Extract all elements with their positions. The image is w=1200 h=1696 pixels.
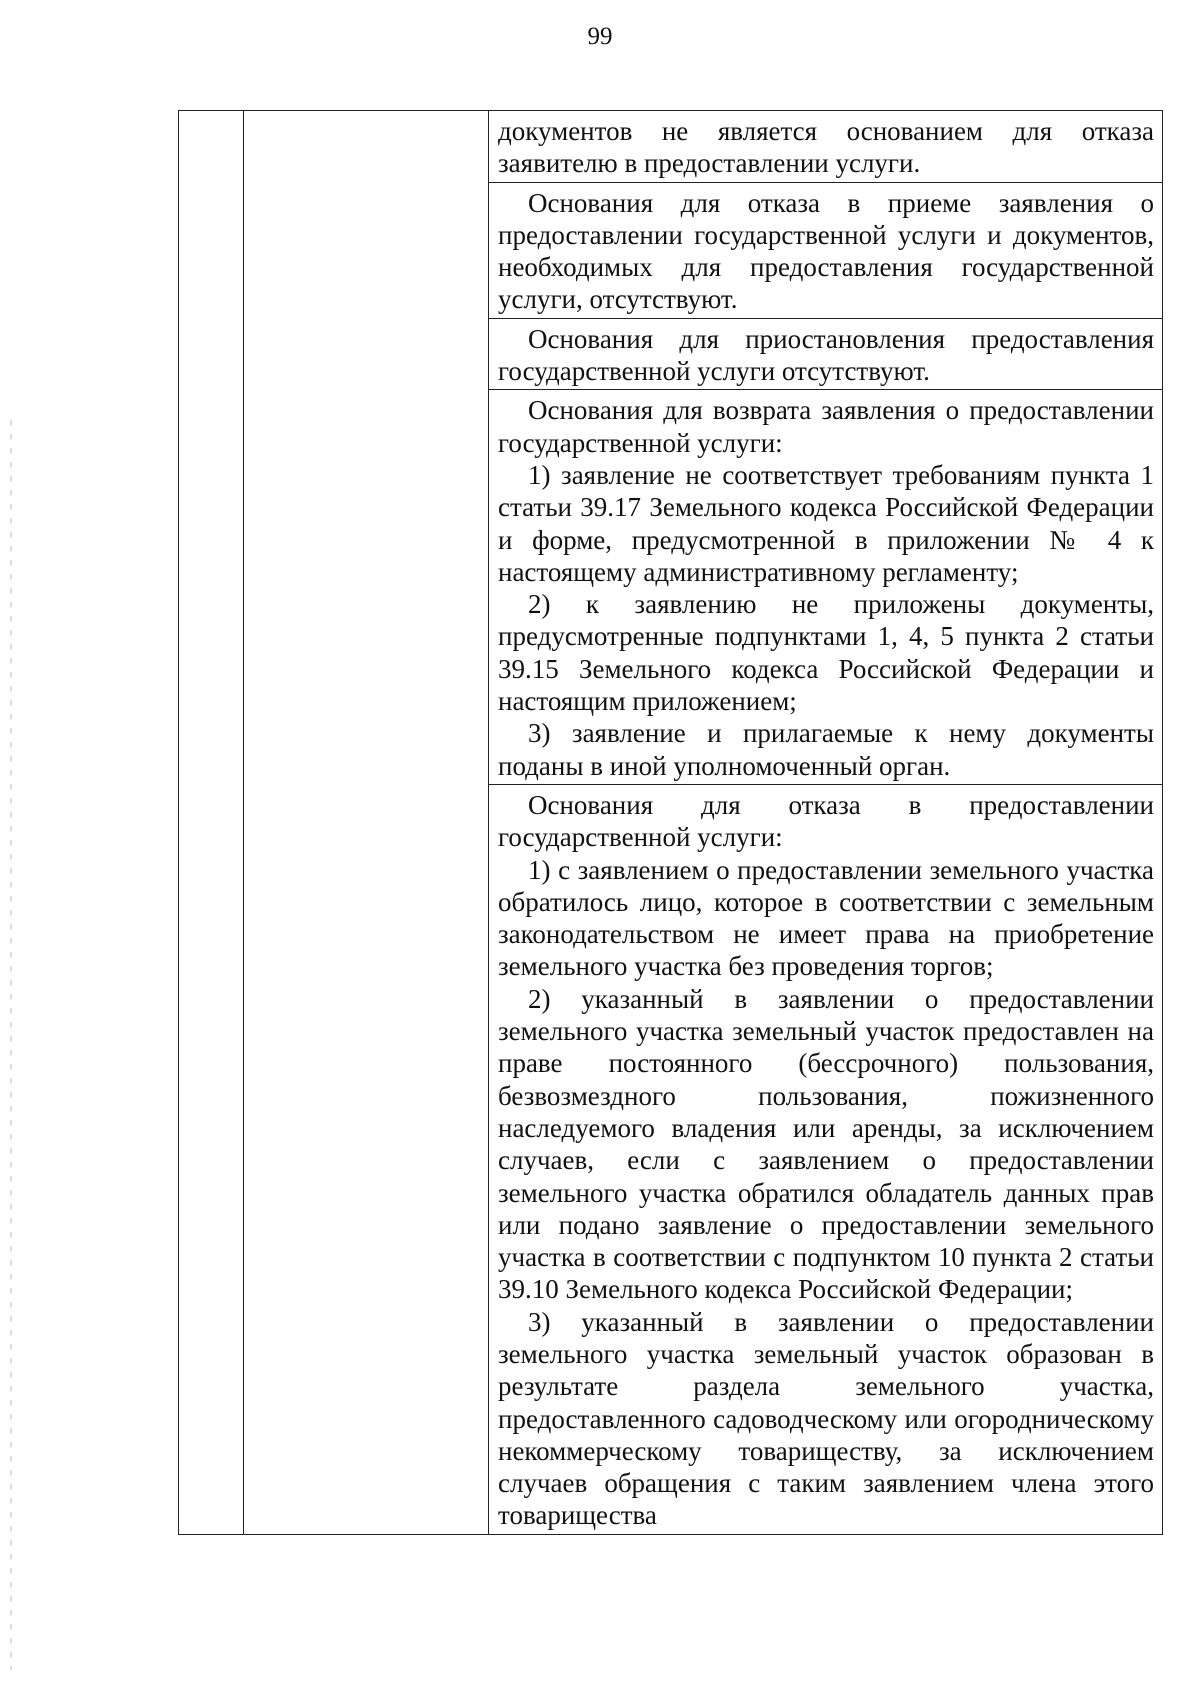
paragraph: 2) к заявлению не приложены документы, предусмотренные подпунктами 1, 4, 5 пункта 2 статьи 39.15 Земельного кодекса Российской Федерации и настоящим приложением; xyxy=(498,589,1154,717)
paragraph: 2) указанный в заявлении о предоставлении земельного участка земельный участок предоставлен на праве постоянного (бессрочного) пользования, безвозмездного пользования, пожизненного наследуемого владения или аренды, за исключением случаев, если с заявлением о предоставлении земельного участка обратился обладатель данных прав или подано заявление о предоставлении земельного участка в соответствии с подпунктом 10 пункта 2 статьи 39.10 Земельного кодекса Российской Федерации; xyxy=(498,983,1154,1305)
page-number: 99 xyxy=(587,23,613,50)
table-cell-number xyxy=(179,111,244,1535)
paragraph: Основания для отказа в предоставлении государственной услуги: xyxy=(498,789,1154,853)
document-table xyxy=(178,110,1163,1535)
paragraph: Основания для приостановления предоставления государственной услуги отсутствуют. xyxy=(498,323,1154,387)
table-cell-content xyxy=(489,390,1163,785)
paragraph: документов не является основанием для отказа заявителю в предоставлении услуги. xyxy=(498,116,1154,179)
table-cell-content xyxy=(489,111,1163,183)
paragraph: 3) заявление и прилагаемые к нему документы поданы в иной уполномоченный орган. xyxy=(498,718,1154,781)
paragraph: Основания для возврата заявления о предоставлении государственной услуги: xyxy=(498,395,1154,458)
scan-artifact xyxy=(10,420,12,1670)
table-cell-title xyxy=(244,111,489,1535)
table-cell-content xyxy=(489,318,1163,390)
paragraph: 3) указанный в заявлении о предоставлении земельного участка земельный участок образован в результате раздела земельного участка, предоставленного садоводческому или огородническому некоммерческому товариществу, за исключением случаев обращения с таким заявлением члена этого товарищества xyxy=(498,1306,1154,1531)
table-cell-content xyxy=(489,182,1163,318)
paragraph: 1) с заявлением о предоставлении земельного участка обратилось лицо, которое в соответствии с земельным законодательством не имеет права на приобретение земельного участка без проведения торгов; xyxy=(498,854,1154,982)
table-cell-content xyxy=(489,784,1163,1534)
paragraph: 1) заявление не соответствует требованиям пункта 1 статьи 39.17 Земельного кодекса Российской Федерации и форме, предусмотренной в приложении № 4 к настоящему административному регламенту; xyxy=(498,459,1154,587)
table-row xyxy=(179,111,1163,183)
paragraph: Основания для отказа в приеме заявления о предоставлении государственной услуги и документов, необходимых для предоставления государственной услуги, отсутствуют. xyxy=(498,187,1154,315)
